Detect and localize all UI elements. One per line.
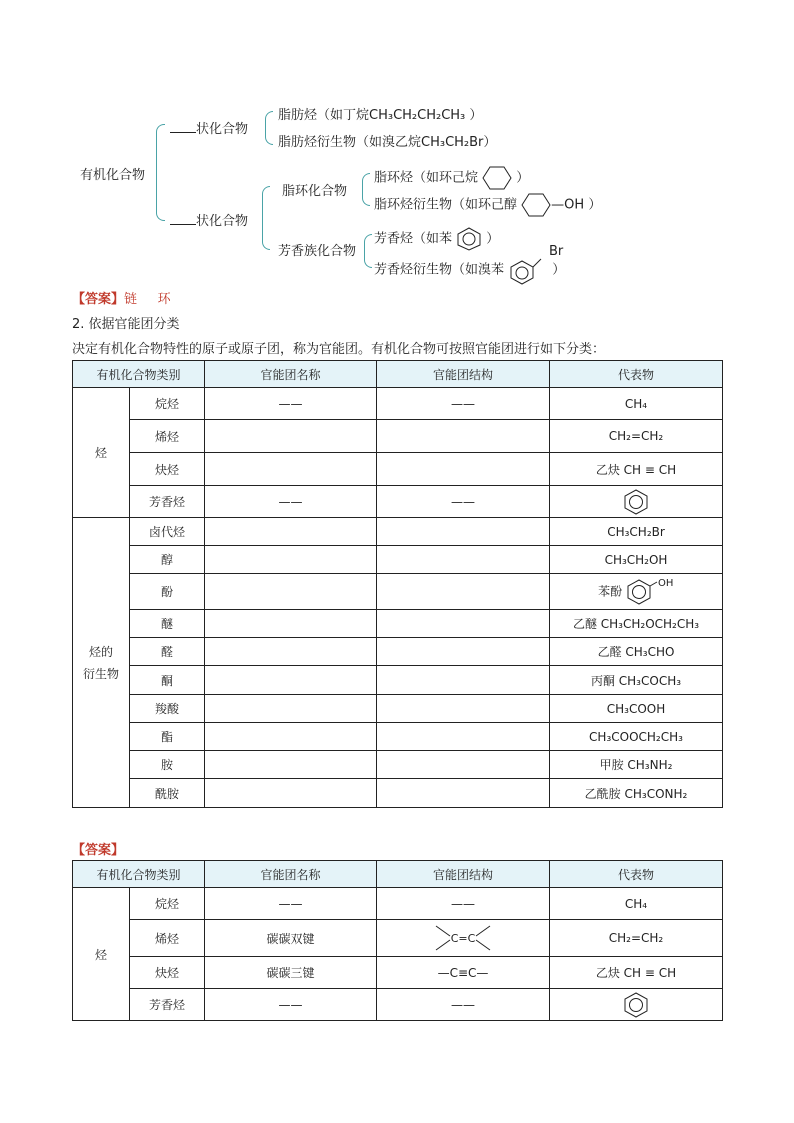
alicyclic-brace (362, 173, 370, 206)
class-cell: 烷烃 (130, 888, 205, 920)
class-cell: 醇 (130, 546, 205, 574)
table-row (73, 723, 723, 751)
representative-cell (550, 486, 723, 518)
alicyclic-item-2: 脂环烃衍生物（如环己醇 —OH ） (374, 193, 601, 217)
phenol-label: 苯酚 (598, 584, 623, 598)
table-header-row (73, 861, 723, 888)
group-hydrocarbon: 烃 (73, 888, 130, 1021)
aromatic-label: 芳香族化合物 (278, 244, 357, 259)
table-row (73, 518, 723, 546)
class-cell: 烯烃 (130, 420, 205, 453)
group-derivative: 烃的 衍生物 (73, 518, 130, 808)
answer-tag: 【答案】 (72, 843, 125, 858)
name-cell (205, 666, 377, 695)
table-row (73, 420, 723, 453)
representative-cell: CH₄ (550, 388, 723, 420)
table-row (73, 486, 723, 518)
ring-blank (170, 212, 196, 225)
class-cell: 胺 (130, 751, 205, 779)
benzene-icon (456, 227, 482, 251)
representative-cell: 丙酮 CH₃COCH₃ (550, 666, 723, 695)
name-cell (205, 420, 377, 453)
name-cell (205, 546, 377, 574)
class-cell: 醚 (130, 610, 205, 638)
structure-cell (377, 779, 550, 808)
name-cell (205, 695, 377, 723)
table-row (73, 779, 723, 808)
class-cell: 羧酸 (130, 695, 205, 723)
answer-table (72, 860, 723, 1021)
name-cell: —— (205, 989, 377, 1021)
name-cell: 碳碳三键 (205, 957, 377, 989)
name-cell (205, 723, 377, 751)
aromatic-item-2: 芳香烃衍生物（如溴苯 ） (374, 255, 565, 285)
chain-item-1: 脂肪烃（如丁烷CH₃CH₂CH₂CH₃ ） (278, 108, 483, 123)
header-name: 官能团名称 (205, 361, 377, 388)
class-cell: 酮 (130, 666, 205, 695)
functional-group-table (72, 360, 723, 808)
structure-cell (377, 723, 550, 751)
cyclohexanol-ring-icon (521, 193, 551, 217)
structure-cell (377, 610, 550, 638)
class-cell: 酚 (130, 574, 205, 610)
representative-cell: 乙炔 CH ≡ CH (550, 453, 723, 486)
structure-cell (377, 751, 550, 779)
table-row (73, 453, 723, 486)
representative-cell (550, 574, 723, 610)
structure-cell (377, 453, 550, 486)
representative-cell: CH₄ (550, 888, 723, 920)
table-row (73, 751, 723, 779)
benzene-icon (623, 991, 649, 1019)
table-row (73, 888, 723, 920)
class-cell: 酯 (130, 723, 205, 751)
structure-cell (377, 546, 550, 574)
representative-cell: CH₃CH₂Br (550, 518, 723, 546)
chain-branch (170, 118, 248, 137)
table-row (73, 695, 723, 723)
tree-root: 有机化合物 (80, 168, 146, 183)
name-cell: —— (205, 388, 377, 420)
header-structure: 官能团结构 (377, 361, 550, 388)
phenol-icon (626, 577, 674, 607)
structure-cell: —— (377, 388, 550, 420)
structure-cell: —— (377, 888, 550, 920)
chain-blank (170, 120, 196, 133)
table-row (73, 666, 723, 695)
class-cell: 卤代烃 (130, 518, 205, 546)
class-cell: 酰胺 (130, 779, 205, 808)
name-cell: 碳碳双键 (205, 920, 377, 957)
representative-cell: 甲胺 CH₃NH₂ (550, 751, 723, 779)
representative-cell: CH₂=CH₂ (550, 920, 723, 957)
name-cell (205, 638, 377, 666)
structure-cell (377, 420, 550, 453)
chain-item-2: 脂肪烃衍生物（如溴乙烷CH₃CH₂Br） (278, 135, 497, 150)
representative-cell: CH₃COOCH₂CH₃ (550, 723, 723, 751)
header-representative: 代表物 (550, 861, 723, 888)
structure-cell (377, 695, 550, 723)
name-cell (205, 610, 377, 638)
class-cell: 烯烃 (130, 920, 205, 957)
table-row (73, 388, 723, 420)
table-row (73, 989, 723, 1021)
double-bond-icon (431, 922, 495, 954)
benzene-icon (623, 488, 649, 516)
phenol-oh-label: OH (657, 577, 674, 589)
group-hydrocarbon: 烃 (73, 388, 130, 518)
class-cell: 炔烃 (130, 453, 205, 486)
header-class: 有机化合物类别 (73, 861, 205, 888)
header-representative: 代表物 (550, 361, 723, 388)
structure-cell (377, 638, 550, 666)
answer-text: 链 环 (124, 292, 171, 307)
class-cell: 芳香烃 (130, 989, 205, 1021)
header-class: 有机化合物类别 (73, 361, 205, 388)
name-cell (205, 751, 377, 779)
class-cell: 烷烃 (130, 388, 205, 420)
chain-branch-label: 状化合物 (196, 122, 249, 137)
header-structure: 官能团结构 (377, 861, 550, 888)
structure-cell (377, 920, 550, 957)
representative-cell: CH₂=CH₂ (550, 420, 723, 453)
representative-cell: CH₃CH₂OH (550, 546, 723, 574)
class-cell: 芳香烃 (130, 486, 205, 518)
name-cell: —— (205, 888, 377, 920)
name-cell: —— (205, 486, 377, 518)
representative-cell: CH₃COOH (550, 695, 723, 723)
ring-branch-label: 状化合物 (196, 214, 249, 229)
table-row (73, 546, 723, 574)
table-row (73, 574, 723, 610)
answer-1 (72, 288, 171, 307)
header-name: 官能团名称 (205, 861, 377, 888)
structure-cell (377, 518, 550, 546)
name-cell (205, 518, 377, 546)
table-header-row (73, 361, 723, 388)
answer-2 (72, 839, 124, 858)
root-brace (156, 124, 165, 221)
representative-cell: 乙酰胺 CH₃CONH₂ (550, 779, 723, 808)
name-cell (205, 574, 377, 610)
bromobenzene-icon (508, 255, 548, 285)
class-cell: 醛 (130, 638, 205, 666)
structure-cell (377, 666, 550, 695)
table-row (73, 920, 723, 957)
representative-cell (550, 989, 723, 1021)
table-row (73, 638, 723, 666)
cyclohexane-icon (482, 166, 512, 190)
table-row (73, 957, 723, 989)
representative-cell: 乙醛 CH₃CHO (550, 638, 723, 666)
structure-cell (377, 574, 550, 610)
structure-cell: —— (377, 989, 550, 1021)
chain-brace (265, 111, 273, 145)
alicyclic-label: 脂环化合物 (282, 184, 348, 199)
representative-cell: 乙炔 CH ≡ CH (550, 957, 723, 989)
ring-brace (262, 186, 270, 250)
double-bond-label: C=C (450, 932, 476, 945)
alicyclic-item-1: 脂环烃（如环己烷 ） (374, 166, 529, 190)
section-intro: 决定有机化合物特性的原子或原子团，称为官能团。有机化合物可按照官能团进行如下分类： (72, 342, 606, 357)
name-cell (205, 453, 377, 486)
structure-cell: —— (377, 486, 550, 518)
aromatic-item-1: 芳香烃（如苯 ） (374, 227, 499, 251)
structure-cell: —C≡C— (377, 957, 550, 989)
table-row (73, 610, 723, 638)
name-cell (205, 779, 377, 808)
section-heading: 2. 依据官能团分类 (72, 317, 180, 332)
bromobenzene-br-label: Br (549, 244, 564, 259)
ring-branch (170, 210, 248, 229)
aromatic-brace (364, 234, 372, 268)
representative-cell: 乙醚 CH₃CH₂OCH₂CH₃ (550, 610, 723, 638)
answer-tag: 【答案】 (72, 292, 125, 307)
class-cell: 炔烃 (130, 957, 205, 989)
